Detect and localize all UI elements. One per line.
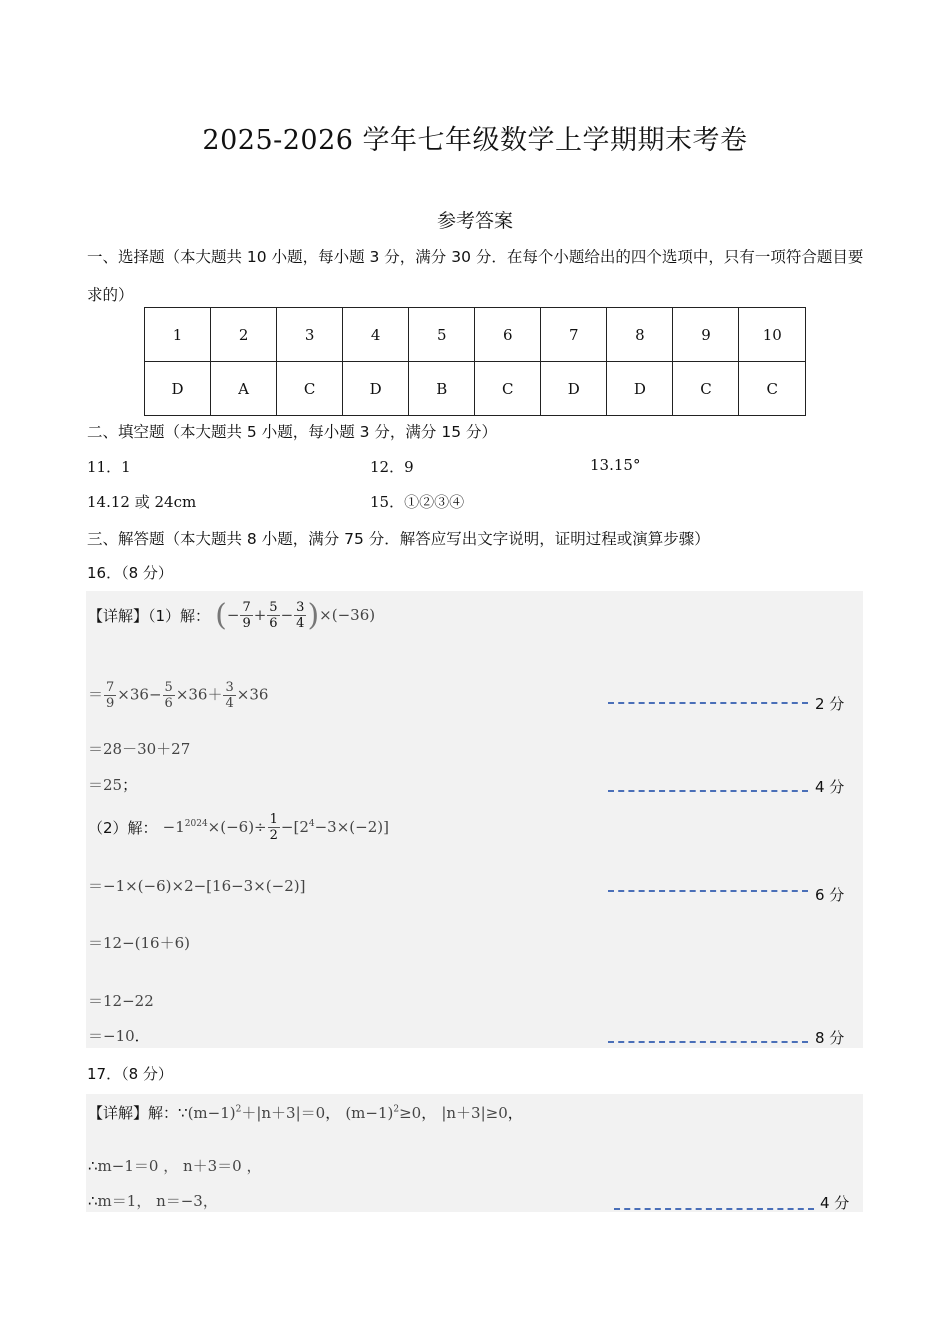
- answer-cell: D: [541, 362, 607, 416]
- question-number: 2: [211, 308, 277, 362]
- answer-cell: D: [607, 362, 673, 416]
- q16-p2-step4-value: ＝−10: [88, 1027, 135, 1045]
- question-number: 8: [607, 308, 673, 362]
- q17-line1-g: |n＋3|≥0: [441, 1104, 508, 1122]
- score-label: 6 分: [815, 886, 845, 904]
- q16-p2-step3: ＝12−22: [88, 992, 154, 1010]
- q17-header: 17．（8 分）: [87, 1065, 173, 1083]
- page-title: 2025-2026 学年七年级数学上学期期末考卷: [202, 125, 748, 156]
- q17-line1-h: ，: [507, 1104, 523, 1122]
- fill-answer-15: 15．①②③④: [370, 493, 465, 511]
- q16-step1: ＝ $\frac{7}{9}$ ×36− $\frac{5}{6}$ ×36＋ $\frac{3}{4}$ ×36: [88, 680, 269, 711]
- therefore-symbol: ∴: [88, 1157, 98, 1175]
- q16-step3-tail: ；: [122, 776, 138, 794]
- q16-step3-value: ＝25: [88, 776, 123, 794]
- q16-step3: [88, 774, 137, 795]
- answer-cell: C: [277, 362, 343, 416]
- q16-p2-step1: ＝−1×(−6)×2−[16−3×(−2)]: [88, 877, 306, 895]
- question-number: 5: [409, 308, 475, 362]
- table-row: [145, 308, 806, 362]
- q17-line1-a: (m−1): [187, 1104, 236, 1122]
- answer-cell: A: [211, 362, 277, 416]
- fill-answer-12: 12．9: [370, 458, 414, 476]
- score-dash: [608, 702, 808, 704]
- choice-answer-table: [144, 307, 806, 416]
- question-number: 7: [541, 308, 607, 362]
- score-label: 4 分: [815, 778, 845, 796]
- answer-cell: C: [673, 362, 739, 416]
- q17-line1-b: ＋|n＋3|＝0: [241, 1104, 326, 1122]
- fill-answer-13: 13.15°: [590, 456, 641, 474]
- score-dash: [608, 1041, 808, 1043]
- q17-line2: [88, 1155, 261, 1176]
- score-label: 4 分: [820, 1194, 850, 1212]
- q17-line1-c: ，: [325, 1104, 341, 1122]
- q16-header: 16．（8 分）: [87, 564, 173, 582]
- fill-answer-14: 14.12 或 24cm: [87, 493, 197, 511]
- answer-cell: C: [475, 362, 541, 416]
- score-dash: [608, 790, 808, 792]
- score-dash: [614, 1208, 814, 1210]
- question-number: 6: [475, 308, 541, 362]
- q16-part2-label: （2）解：: [88, 819, 158, 837]
- therefore-symbol: ∴: [88, 1192, 98, 1210]
- q17-line1-d: (m−1): [345, 1104, 394, 1122]
- q17-line3-text: m＝1， n＝−3，: [97, 1192, 218, 1210]
- answer-cell: B: [409, 362, 475, 416]
- q16-p2-step2: ＝12−(16＋6): [88, 934, 190, 952]
- question-number: 9: [673, 308, 739, 362]
- section1-heading: 一、选择题（本大题共 10 小题，每小题 3 分，满分 30 分．在每个小题给出的四个选项中，只有一项符合题目要求的）: [87, 248, 864, 304]
- score-label: 2 分: [815, 695, 845, 713]
- q16-p2-step4-tail: ．: [134, 1027, 150, 1045]
- q17-detail-label: 【详解】解：: [88, 1104, 179, 1122]
- q17-line1: 【详解】解：$\because(m-1)^2+|n+3|=0$， $(m-1)^2\ge 0$， |n＋3|≥0，: [88, 1104, 523, 1122]
- question-number: 4: [343, 308, 409, 362]
- q16-part1-expression: 【详解】（1）解： (− $\frac{7}{9}$ + $\frac{5}{6}$ − $\frac{3}{4}$ )×(−36): [88, 598, 376, 633]
- q16-step2: ＝28－30＋27: [88, 740, 191, 758]
- question-number: 1: [145, 308, 211, 362]
- score-dash: [608, 890, 808, 892]
- q16-detail-label: 【详解】（1）解：: [88, 607, 211, 625]
- because-symbol: ∵: [178, 1104, 188, 1122]
- section2-heading: 二、填空题（本大题共 5 小题，每小题 3 分，满分 15 分）: [87, 423, 498, 441]
- answer-cell: D: [343, 362, 409, 416]
- answer-cell: D: [145, 362, 211, 416]
- q16-part2-expression: （2）解： $-1^{2024}\times(-6)\div$ $\frac{1}{2}$ $-[2^4-3\times(-2)]$: [88, 812, 389, 843]
- question-number: 3: [277, 308, 343, 362]
- section3-heading: 三、解答题（本大题共 8 小题，满分 75 分．解答应写出文字说明，证明过程或演算步骤）: [87, 530, 710, 548]
- q16-p2-step4: [88, 1025, 150, 1046]
- table-row: [145, 362, 806, 416]
- fill-answer-11: 11．1: [87, 458, 131, 476]
- q17-line3: [88, 1190, 218, 1211]
- answer-key-title: 参考答案: [436, 210, 513, 232]
- q17-line1-f: ，: [421, 1104, 437, 1122]
- score-label: 8 分: [815, 1029, 845, 1047]
- q17-line1-e: ≥0: [399, 1104, 422, 1122]
- question-number: 10: [739, 308, 806, 362]
- answer-cell: C: [739, 362, 806, 416]
- q17-line2-text: m−1＝0 ， n＋3＝0 ，: [97, 1157, 262, 1175]
